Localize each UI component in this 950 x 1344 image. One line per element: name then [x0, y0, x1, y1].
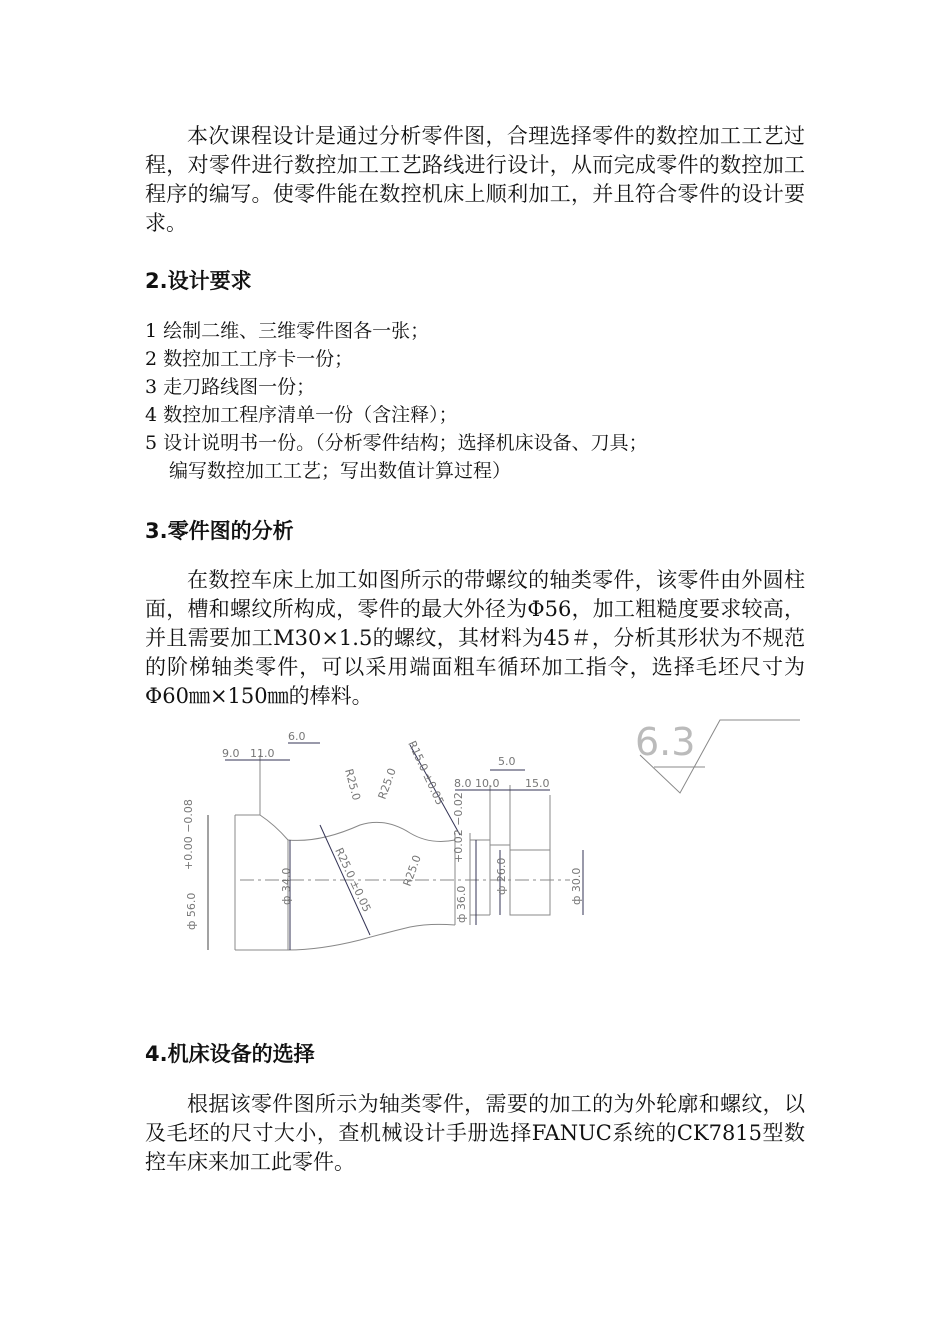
- radius-label: R25.0: [400, 853, 424, 889]
- section3-heading: 3.零件图的分析: [145, 519, 294, 543]
- dim-label: 15.0: [525, 777, 550, 790]
- radius-label: R25.0: [375, 766, 399, 802]
- dia-label: ф 26.0: [495, 857, 508, 895]
- list-item: 编写数控加工工艺；写出数值计算过程）: [169, 460, 512, 482]
- dia-label: ф 34.0: [280, 867, 293, 905]
- dia-label: ф 56.0: [185, 892, 198, 930]
- radius-label: R15.0 ±0.05: [405, 738, 447, 808]
- list-item: 5 设计说明书一份。（分析零件结构；选择机床设备、刀具；: [145, 432, 648, 454]
- tolerance-label: +0.02 −0.02: [452, 792, 465, 863]
- section2-heading: 2.设计要求: [145, 269, 252, 293]
- part-drawing: [170, 715, 810, 960]
- list-item: 3 走刀路线图一份；: [145, 376, 316, 398]
- section4-paragraph: 根据该零件图所示为轴类零件，需要的加工的为外轮廓和螺纹，以及毛坯的尺寸大小，查机械设计手册选择FANUC系统的CK7815型数控车床来加工此零件。: [145, 1092, 805, 1174]
- dia-label: ф 36.0: [455, 885, 468, 923]
- dim-label: 5.0: [498, 755, 516, 768]
- section4-heading: 4.机床设备的选择: [145, 1042, 315, 1066]
- roughness-value: 6.3: [635, 720, 696, 764]
- dim-label: 9.0: [222, 747, 240, 760]
- dim-label: 11.0: [250, 747, 275, 760]
- intro-paragraph: 本次课程设计是通过分析零件图，合理选择零件的数控加工工艺过程，对零件进行数控加工工艺路线进行设计，从而完成零件的数控加工程序的编写。使零件能在数控机床上顺利加工，并且符合零件的设计要求。: [145, 124, 805, 235]
- list-item: 4 数控加工程序清单一份（含注释）；: [145, 404, 458, 426]
- dim-label: 8.0: [454, 777, 472, 790]
- dim-label: 6.0: [288, 730, 306, 743]
- section3-paragraph: 在数控车床上加工如图所示的带螺纹的轴类零件，该零件由外圆柱面，槽和螺纹所构成，零件的最大外径为Φ56，加工粗糙度要求较高，并且需要加工M30×1.5的螺纹，其材料为45＃，分析其形状为不规范的阶梯轴类零件，可以采用端面粗车循环加工指令，选择毛坯尺寸为Φ60㎜×150㎜的棒料。: [145, 568, 805, 708]
- radius-label: R25.0: [342, 767, 363, 802]
- radius-label: R25.0 ±0.05: [332, 845, 374, 915]
- dia-label: ф 30.0: [570, 867, 583, 905]
- tolerance-label: +0.00 −0.08: [182, 799, 195, 870]
- list-item: 2 数控加工工序卡一份；: [145, 348, 354, 370]
- list-item: 1 绘制二维、三维零件图各一张；: [145, 320, 430, 342]
- dim-label: 10.0: [475, 777, 500, 790]
- requirements-list: [145, 317, 805, 485]
